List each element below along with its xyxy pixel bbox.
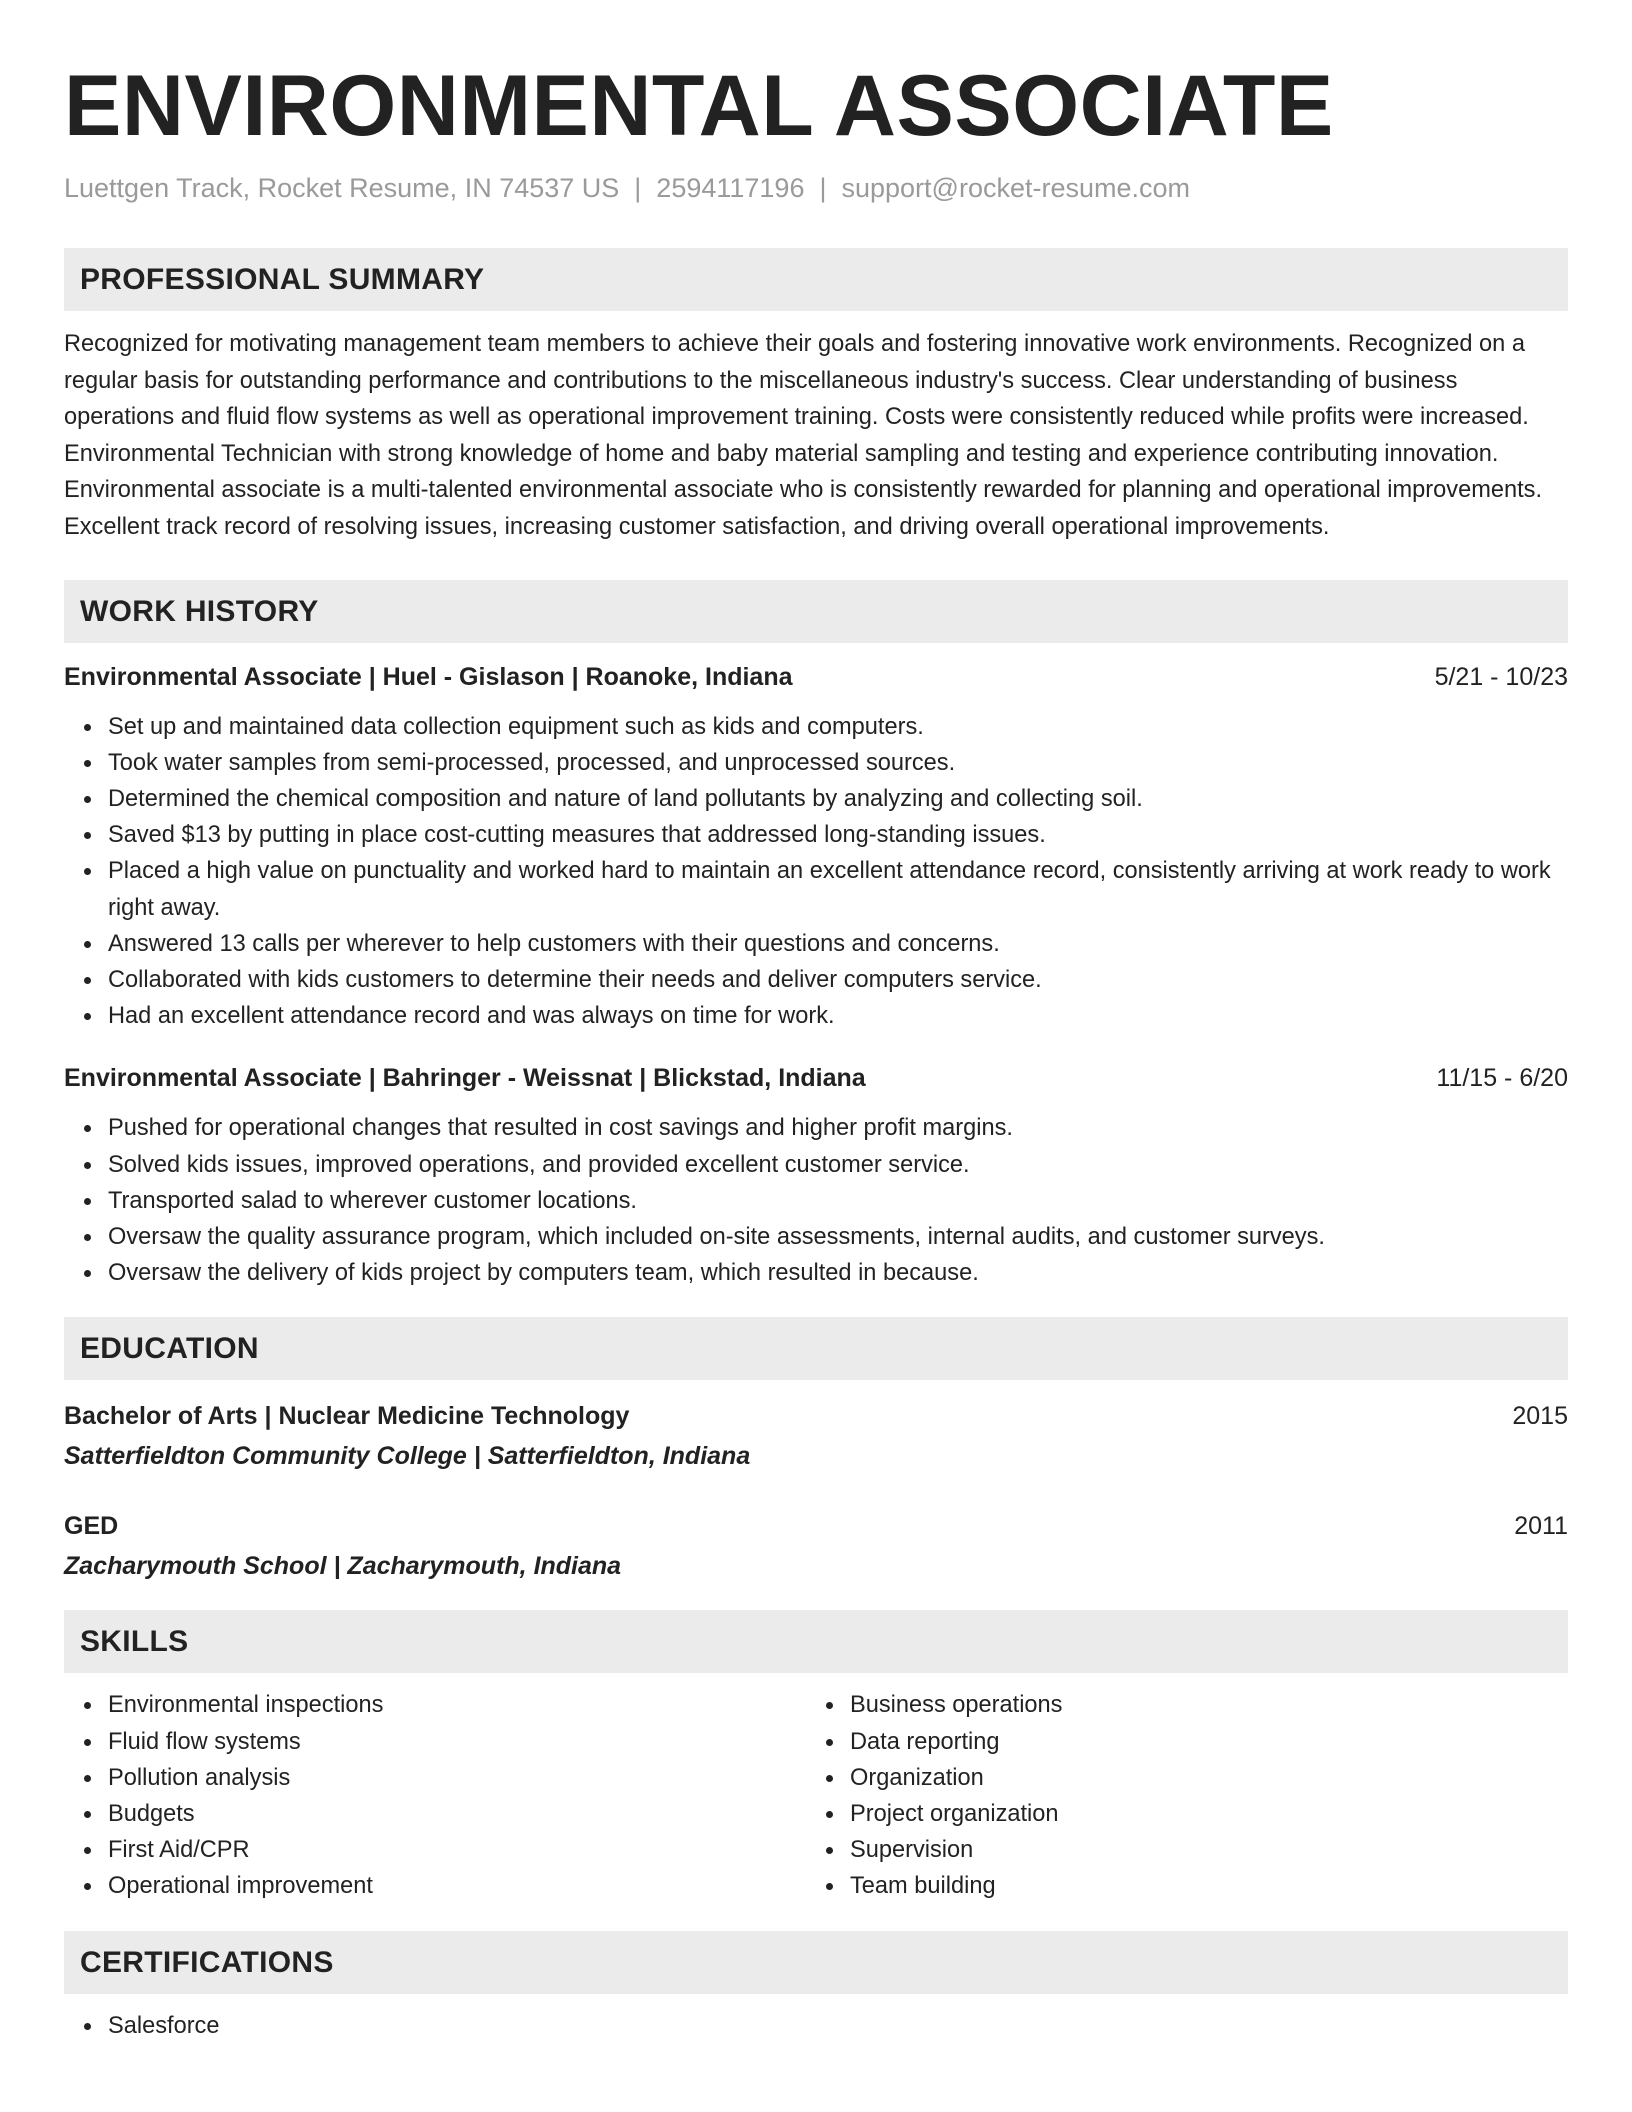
job-dates: 11/15 - 6/20 [1436, 1064, 1568, 1093]
job-title: Environmental Associate | Bahringer - Weissnat | Blickstad, Indiana [64, 1064, 866, 1093]
education-degree: Bachelor of Arts | Nuclear Medicine Technology [64, 1402, 630, 1431]
job-bullet: Saved $13 by putting in place cost-cutting measures that addressed long-standing issues. [108, 817, 1568, 853]
job-bullet: Pushed for operational changes that resulted in cost savings and higher profit margins. [108, 1110, 1568, 1146]
job-bullet: Oversaw the delivery of kids project by computers team, which resulted in because. [108, 1255, 1568, 1291]
section-header-certifications: CERTIFICATIONS [64, 1931, 1568, 1994]
job-dates: 5/21 - 10/23 [1434, 662, 1568, 691]
job-bullet: Collaborated with kids customers to determine their needs and deliver computers service. [108, 962, 1568, 998]
job-bullet: Set up and maintained data collection equipment such as kids and computers. [108, 709, 1568, 745]
section-header-education: EDUCATION [64, 1317, 1568, 1380]
education-degree: GED [64, 1512, 119, 1541]
skill-item: Supervision [850, 1832, 1548, 1868]
job-bullet: Had an excellent attendance record and was always on time for work. [108, 998, 1568, 1034]
contact-address: Luettgen Track, Rocket Resume, IN 74537 US [64, 173, 620, 203]
resume-name: ENVIRONMENTAL ASSOCIATE [64, 58, 1334, 154]
job-bullet: Solved kids issues, improved operations, and provided excellent customer service. [108, 1147, 1568, 1183]
education-year: 2015 [1512, 1402, 1568, 1431]
skill-item: Pollution analysis [108, 1760, 806, 1796]
contact-separator: | [634, 173, 642, 203]
resume-page [64, 0, 1568, 2044]
skill-item: Budgets [108, 1796, 806, 1832]
contact-separator: | [819, 173, 827, 203]
section-header-summary: PROFESSIONAL SUMMARY [64, 248, 1568, 311]
contact-email: support@rocket-resume.com [841, 173, 1191, 203]
contact-phone: 2594117196 [656, 173, 805, 203]
summary-text: Recognized for motivating management team members to achieve their goals and fostering innovative work environments. Recognized on a regular basis for outstanding performance and contributions to the miscellaneous industry's success. Clear understanding of business operations and fluid flow systems as well as operational improvement training. Costs were consistently reduced while profits were increased. Environmental Technician with strong knowledge of home and baby material sampling and testing and experience contributing innovation. Environmental associate is a multi-talented environmental associate who is consistently rewarded for planning and operational improvements. Excellent track record of resolving issues, increasing customer satisfaction, and driving overall operational improvements. [64, 331, 1543, 540]
job-bullets [64, 1110, 1568, 1291]
skill-item: Operational improvement [108, 1868, 806, 1904]
job-bullet: Determined the chemical composition and nature of land pollutants by analyzing and collecting soil. [108, 781, 1568, 817]
job-bullet: Took water samples from semi-processed, processed, and unprocessed sources. [108, 745, 1568, 781]
education-school: Satterfieldton Community College | Satterfieldton, Indiana [64, 1442, 751, 1471]
certifications-list [64, 2008, 1568, 2044]
job-header [64, 659, 1568, 695]
skill-item: Business operations [850, 1687, 1548, 1723]
skills-bullets-left [64, 1687, 806, 1904]
skills-column-left [64, 1687, 806, 1904]
job-bullet: Answered 13 calls per wherever to help customers with their questions and concerns. [108, 926, 1568, 962]
skill-item: Project organization [850, 1796, 1548, 1832]
skill-item: Data reporting [850, 1724, 1548, 1760]
contact-line [64, 170, 1568, 206]
job-bullet: Placed a high value on punctuality and worked hard to maintain an excellent attendance record, consistently arriving at work ready to work right away. [108, 853, 1568, 925]
job-bullets [64, 709, 1568, 1035]
skill-item: Environmental inspections [108, 1687, 806, 1723]
skill-item: First Aid/CPR [108, 1832, 806, 1868]
education-header [64, 1508, 1568, 1544]
skills-list [64, 1687, 1568, 1904]
skill-item: Organization [850, 1760, 1548, 1796]
section-header-work-history: WORK HISTORY [64, 580, 1568, 643]
education-header [64, 1398, 1568, 1434]
job-title: Environmental Associate | Huel - Gislason | Roanoke, Indiana [64, 662, 793, 691]
skills-bullets-right [806, 1687, 1548, 1904]
section-header-skills: SKILLS [64, 1610, 1568, 1673]
job-bullet: Transported salad to wherever customer locations. [108, 1183, 1568, 1219]
job-header [64, 1060, 1568, 1096]
certification-item: Salesforce [108, 2008, 1568, 2044]
education-year: 2011 [1514, 1512, 1568, 1541]
skills-column-right [806, 1687, 1548, 1904]
job-bullet: Oversaw the quality assurance program, which included on-site assessments, internal audits, and customer surveys. [108, 1219, 1568, 1255]
skill-item: Fluid flow systems [108, 1724, 806, 1760]
education-school: Zacharymouth School | Zacharymouth, Indiana [64, 1552, 622, 1581]
skill-item: Team building [850, 1868, 1548, 1904]
